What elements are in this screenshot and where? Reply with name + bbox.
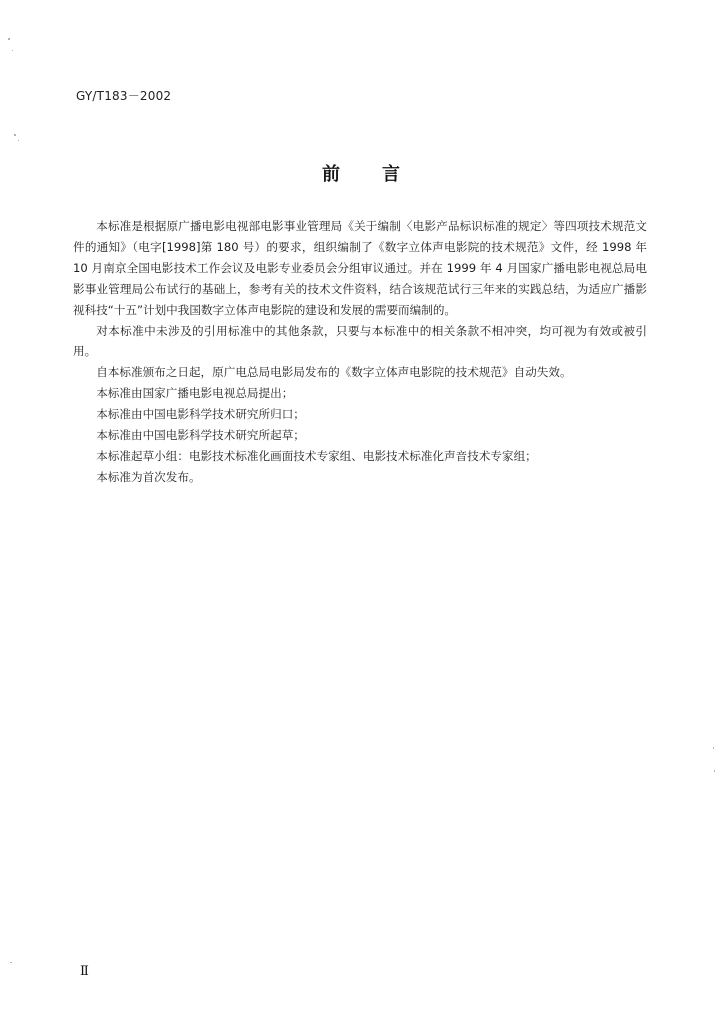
scan-speck — [8, 38, 10, 40]
paragraph-supersession: 自本标准颁布之日起，原广电总局电影局发布的《数字立体声电影院的技术规范》自动失效。 — [96, 365, 572, 380]
scan-speck — [18, 140, 19, 141]
scan-speck — [714, 770, 715, 772]
list-item: 本标准由中国电影科学技术研究所归口； — [96, 407, 305, 422]
page-title: 前言 — [322, 164, 442, 185]
paragraph-compilation-basis: 本标准是根据原广播电影电视部电影事业管理局《关于编制〈电影产品标识标准的规定〉等四项技术规范文件的通知》（电字[1998]第 180 号）的要求，组织编制了《数字立体声电影院的技术规范》文件，经 1998 年 10 月南京全国电影技术工作会议及电影专业委员会分组审议通过。并在 1999 年 4 月国家广播电影电视总局电影事业管理局公布试行的基础上，参考有关的技术文件资料，结合该规范试行三年来的实践总结，为适应广播影视科技“十五”计划中我国数字立体声电影院的建设和发展的需要而编制的。 — [73, 219, 647, 317]
list-item: 本标准由国家广播电影电视总局提出； — [96, 386, 294, 401]
foreword-body — [73, 216, 647, 488]
page-number: Ⅱ — [80, 964, 89, 979]
paragraph-referenced-standards: 对本标准中未涉及的引用标准中的其他条款，只要与本标准中的相关条款不相冲突，均可视为有效或被引用。 — [73, 323, 647, 359]
list-item: 本标准起草小组：电影技术标准化画面技术专家组、电影技术标准化声音技术专家组； — [96, 448, 537, 463]
scan-speck — [14, 134, 16, 136]
list-item: 本标准由中国电影科学技术研究所起草； — [96, 428, 305, 443]
scan-speck — [10, 962, 12, 963]
scan-speck — [713, 747, 714, 749]
scan-speck — [12, 50, 13, 51]
standard-number: GY/T183－2002 — [76, 89, 172, 103]
list-item: 本标准为首次发布。 — [96, 469, 201, 484]
